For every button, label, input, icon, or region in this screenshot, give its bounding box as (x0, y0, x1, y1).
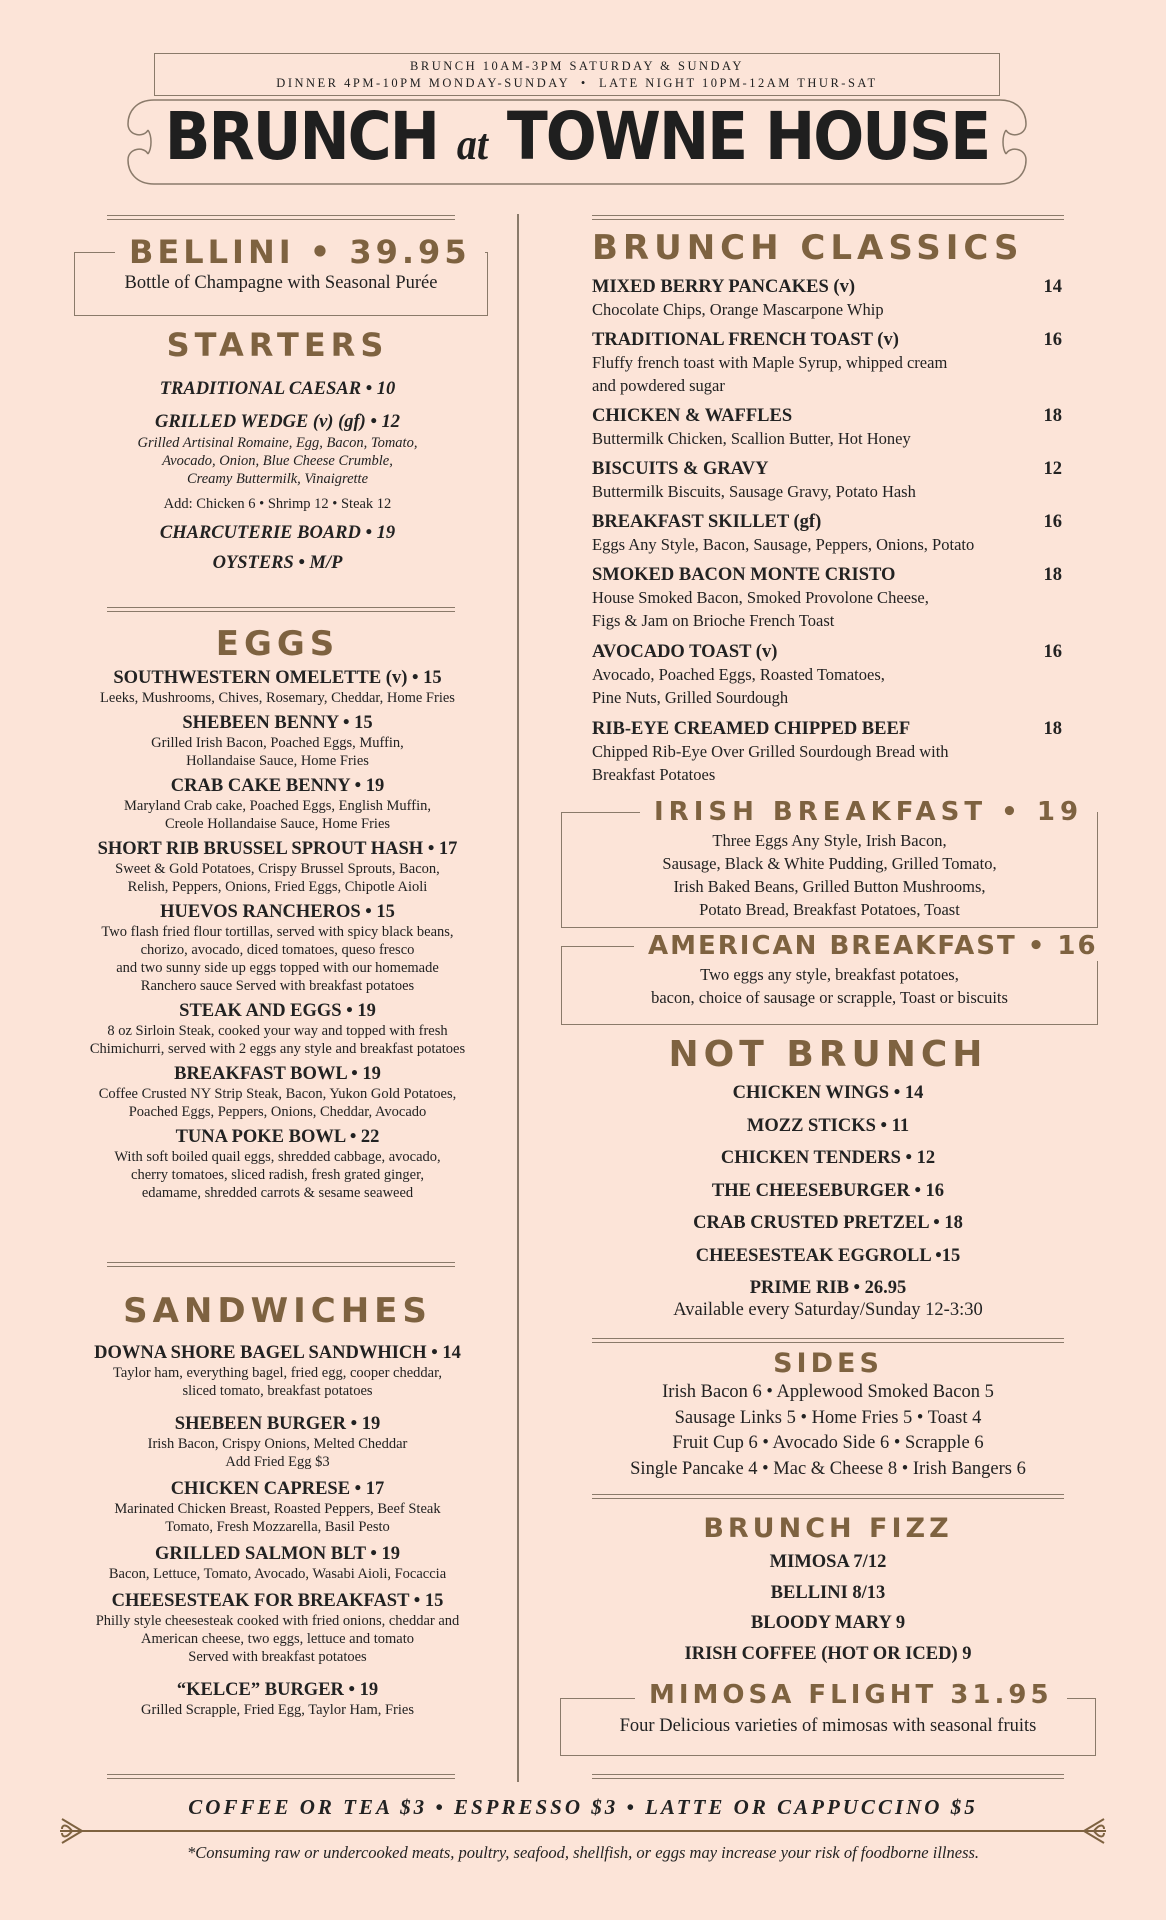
menu-item-desc: chorizo, avocado, diced tomatoes, queso fresco (140, 942, 415, 958)
menu-item-desc: Taylor ham, everything bagel, fried egg, cooper cheddar, (113, 1365, 442, 1381)
title-towne-house: TOWNE HOUSE (506, 98, 990, 176)
american-desc-line: bacon, choice of sausage or scrapple, Toast or biscuits (651, 988, 1008, 1007)
irish-breakfast-title: IRISH BREAKFAST • 19 (640, 797, 1097, 827)
american-breakfast-desc (562, 963, 1097, 1009)
menu-item (592, 329, 1064, 397)
irish-desc-line: Potato Bread, Breakfast Potatoes, Toast (699, 900, 960, 919)
menu-item-name: HUEVOS RANCHEROS • 15 (160, 902, 395, 922)
not-brunch-item: CHICKEN WINGS • 14 (732, 1083, 924, 1103)
menu-item-desc: edamame, shredded carrots & sesame seaweed (141, 1185, 414, 1201)
starter-charcuterie: CHARCUTERIE BOARD • 19 (159, 523, 396, 543)
menu-item-name: “KELCE” BURGER • 19 (176, 1680, 379, 1700)
menu-item-name: SOUTHWESTERN OMELETTE (v) • 15 (113, 668, 442, 688)
menu-item-title-row (592, 458, 1064, 480)
menu-item-desc: House Smoked Bacon, Smoked Provolone Cheese, (592, 588, 929, 607)
irish-breakfast-desc (562, 829, 1097, 921)
menu-item-name: SMOKED BACON MONTE CRISTO (592, 565, 896, 585)
menu-item (50, 901, 505, 995)
menu-item (592, 641, 1064, 709)
menu-item-name: CHICKEN CAPRESE • 17 (170, 1479, 385, 1499)
menu-item-desc: Fluffy french toast with Maple Syrup, whipped cream (592, 353, 948, 372)
sides-line: Irish Bacon 6 • Applewood Smoked Bacon 5 (662, 1382, 994, 1402)
coffee-prices: COFFEE OR TEA $3 • ESPRESSO $3 • LATTE OR CAPPUCCINO $5 (188, 1795, 978, 1819)
sides-line: Fruit Cup 6 • Avocado Side 6 • Scrapple 6 (672, 1433, 984, 1453)
american-desc-line: Two eggs any style, breakfast potatoes, (700, 965, 959, 984)
menu-item-name: CRAB CAKE BENNY • 19 (170, 776, 385, 796)
menu-item-desc: Breakfast Potatoes (592, 765, 716, 784)
starter-addons: Add: Chicken 6 • Shrimp 12 • Steak 12 (163, 496, 392, 512)
menu-item-desc: Tomato, Fresh Mozzarella, Basil Pesto (165, 1519, 390, 1535)
not-brunch-item: CHICKEN TENDERS • 12 (720, 1148, 936, 1168)
menu-item-desc: and two sunny side up eggs topped with our homemade (116, 960, 439, 976)
menu-item (50, 1000, 505, 1058)
fizz-item: IRISH COFFEE (HOT OR ICED) 9 (684, 1643, 972, 1664)
menu-item-desc: Chocolate Chips, Orange Mascarpone Whip (592, 300, 884, 319)
fizz-item: BELLINI 8/13 (770, 1582, 886, 1603)
menu-item-name: RIB-EYE CREAMED CHIPPED BEEF (592, 719, 911, 739)
menu-item (592, 458, 1064, 503)
menu-item-desc: Eggs Any Style, Bacon, Sausage, Peppers, Onions, Potato (592, 535, 975, 554)
menu-item (50, 1413, 505, 1471)
title-at: at (456, 119, 488, 169)
menu-item-name: SHEBEEN BENNY • 15 (182, 713, 373, 733)
irish-desc-line: Irish Baked Beans, Grilled Button Mushrooms, (673, 877, 986, 896)
mimosa-flight-box (560, 1680, 1096, 1756)
starter-wedge: GRILLED WEDGE (v) (gf) • 12 (154, 412, 401, 432)
mimosa-flight-desc: Four Delicious varieties of mimosas with seasonal fruits (619, 1716, 1037, 1736)
wedge-desc: Avocado, Onion, Blue Cheese Crumble, (162, 453, 393, 469)
menu-item-desc: Sweet & Gold Potatoes, Crispy Brussel Sprouts, Bacon, (115, 861, 440, 877)
wedge-desc: Creamy Buttermilk, Vinaigrette (186, 471, 369, 487)
menu-item-name: BISCUITS & GRAVY (592, 459, 769, 479)
starter-caesar: TRADITIONAL CAESAR • 10 (159, 379, 396, 399)
menu-item-desc: Buttermilk Biscuits, Sausage Gravy, Potato Hash (592, 482, 916, 501)
menu-item-name: STEAK AND EGGS • 19 (179, 1001, 376, 1021)
menu-item-title-row (592, 564, 1064, 586)
bellini-title: BELLINI • 39.95 (115, 233, 485, 271)
menu-item-desc: Irish Bacon, Crispy Onions, Melted Cheddar (147, 1436, 408, 1452)
irish-desc-line: Sausage, Black & White Pudding, Grilled Tomato, (662, 854, 997, 873)
footer-rule (78, 1830, 1088, 1832)
title-banner (126, 96, 1028, 188)
divider-line (107, 1774, 455, 1779)
menu-item-price: 12 (1043, 459, 1062, 479)
menu-item-name: DOWNA SHORE BAGEL SANDWHICH • 14 (94, 1343, 461, 1363)
divider-line (592, 215, 1064, 220)
not-brunch-item: THE CHEESEBURGER • 16 (711, 1180, 945, 1201)
sandwiches-list (50, 1342, 505, 1719)
menu-item-desc: Marinated Chicken Breast, Roasted Peppers, Beef Steak (114, 1501, 441, 1517)
bellini-desc: Bottle of Champagne with Seasonal Purée (124, 273, 438, 293)
menu-item (592, 511, 1064, 556)
fizz-item: MIMOSA 7/12 (769, 1552, 887, 1572)
menu-item-name: MIXED BERRY PANCAKES (v) (592, 277, 855, 297)
divider-line (107, 1262, 455, 1267)
menu-item (50, 1342, 505, 1400)
fizz-item: BLOODY MARY 9 (750, 1613, 906, 1633)
starters-heading: STARTERS (166, 326, 389, 364)
menu-item-name: CHEESESTEAK FOR BREAKFAST • 15 (111, 1591, 444, 1611)
menu-item (50, 1063, 505, 1121)
menu-item (592, 276, 1064, 321)
bellini-box (74, 233, 488, 316)
menu-item-desc: Coffee Crusted NY Strip Steak, Bacon, Yukon Gold Potatoes, (98, 1086, 457, 1102)
menu-item-name: GRILLED SALMON BLT • 19 (155, 1544, 400, 1564)
menu-item-desc: Chimichurri, served with 2 eggs any style and breakfast potatoes (89, 1041, 466, 1057)
menu-item-title-row (592, 718, 1064, 740)
hours-line-dinner: DINNER 4PM-10PM MONDAY-SUNDAY • LATE NIGHT 10PM-12AM THUR-SAT (276, 76, 878, 90)
menu-item (592, 405, 1064, 450)
sandwiches-heading: SANDWICHES (123, 1291, 432, 1331)
sides-heading: SIDES (773, 1348, 883, 1379)
menu-item-price: 16 (1043, 330, 1062, 350)
starters-section (50, 377, 505, 575)
menu-item-title-row (592, 405, 1064, 427)
not-brunch-heading: NOT BRUNCH (668, 1034, 988, 1075)
menu-item-name: CHICKEN & WAFFLES (592, 406, 793, 426)
menu-item-desc: Grilled Irish Bacon, Poached Eggs, Muffin, (151, 735, 404, 751)
divider-line (592, 1494, 1064, 1499)
menu-item-name: TRADITIONAL FRENCH TOAST (v) (592, 330, 899, 350)
menu-item-desc: Buttermilk Chicken, Scallion Butter, Hot Honey (592, 429, 911, 448)
menu-item-desc: Poached Eggs, Peppers, Onions, Cheddar, Avocado (128, 1104, 427, 1120)
menu-item-desc: Bacon, Lettuce, Tomato, Avocado, Wasabi Aioli, Focaccia (108, 1566, 447, 1582)
menu-item-price: 18 (1043, 565, 1062, 585)
mimosa-flight-title: MIMOSA FLIGHT 31.95 (635, 1680, 1067, 1710)
menu-item-desc: Maryland Crab cake, Poached Eggs, English Muffin, (124, 798, 431, 814)
menu-item-price: 16 (1043, 512, 1062, 532)
menu-item-desc: Hollandaise Sauce, Home Fries (186, 753, 369, 769)
menu-item (592, 564, 1064, 632)
prime-rib-item: PRIME RIB • 26.95 (749, 1278, 907, 1298)
brunch-classics-heading: BRUNCH CLASSICS (592, 228, 1024, 268)
sides-list (562, 1380, 1094, 1482)
menu-item-desc: Add Fried Egg $3 (225, 1454, 330, 1470)
menu-item-desc: Grilled Scrapple, Fried Egg, Taylor Ham, Fries (141, 1702, 414, 1718)
menu-item-desc: and powdered sugar (592, 376, 725, 395)
menu-item (50, 775, 505, 833)
menu-item-desc: Creole Hollandaise Sauce, Home Fries (164, 816, 391, 832)
menu-item-price: 16 (1043, 642, 1062, 662)
divider-line (107, 607, 455, 612)
american-breakfast-title: AMERICAN BREAKFAST • 16 (634, 931, 1112, 961)
prime-rib-note: Available every Saturday/Sunday 12-3:30 (673, 1300, 983, 1320)
menu-item-desc: Chipped Rib-Eye Over Grilled Sourdough Bread with (592, 742, 949, 761)
menu-item (592, 718, 1064, 786)
menu-item (50, 1543, 505, 1583)
menu-item-desc: Philly style cheesesteak cooked with fried onions, cheddar and (95, 1613, 460, 1629)
menu-item (50, 1126, 505, 1202)
menu-item (50, 1478, 505, 1536)
title-brunch: BRUNCH (164, 98, 438, 176)
menu-item-desc: Pine Nuts, Grilled Sourdough (592, 688, 789, 707)
sides-line: Sausage Links 5 • Home Fries 5 • Toast 4 (674, 1407, 982, 1428)
not-brunch-item: CRAB CRUSTED PRETZEL • 18 (693, 1213, 963, 1233)
menu-item-title-row (592, 276, 1064, 298)
menu-item-title-row (592, 329, 1064, 351)
american-breakfast-box (561, 931, 1098, 1025)
irish-breakfast-box (561, 797, 1098, 928)
menu-item-desc: Avocado, Poached Eggs, Roasted Tomatoes, (592, 665, 885, 684)
menu-item-desc: Figs & Jam on Brioche French Toast (592, 611, 835, 630)
menu-item-price: 18 (1043, 719, 1062, 739)
menu-item-name: AVOCADO TOAST (v) (592, 642, 778, 662)
menu-item-desc: 8 oz Sirloin Steak, cooked your way and topped with fresh (107, 1023, 448, 1039)
eggs-list (50, 667, 505, 1202)
brunch-fizz-heading: BRUNCH FIZZ (703, 1513, 953, 1544)
menu-item-desc: sliced tomato, breakfast potatoes (182, 1383, 373, 1399)
menu-item-desc: With soft boiled quail eggs, shredded cabbage, avocado, (114, 1149, 441, 1165)
menu-item-name: SHORT RIB BRUSSEL SPROUT HASH • 17 (97, 839, 458, 859)
starter-oysters: OYSTERS • M/P (212, 553, 343, 573)
menu-item (50, 838, 505, 896)
not-brunch-item: MOZZ STICKS • 11 (746, 1115, 910, 1136)
menu-item-desc: Served with breakfast potatoes (188, 1649, 367, 1665)
menu-item-price: 18 (1043, 406, 1062, 426)
menu-item (50, 667, 505, 707)
menu-item (50, 712, 505, 770)
menu-item-name: TUNA POKE BOWL • 22 (175, 1127, 380, 1147)
menu-item-desc: Two flash fried flour tortillas, served with spicy black beans, (101, 924, 454, 940)
sides-line: Single Pancake 4 • Mac & Cheese 8 • Irish Bangers 6 (630, 1458, 1026, 1479)
wedge-desc: Grilled Artisinal Romaine, Egg, Bacon, Tomato, (137, 435, 418, 451)
column-divider (517, 214, 519, 1782)
menu-item-name: BREAKFAST BOWL • 19 (174, 1064, 381, 1084)
hours-box (154, 53, 1000, 96)
divider-line (592, 1338, 1064, 1343)
menu-item (50, 1590, 505, 1666)
menu-item-desc: Ranchero sauce Served with breakfast potatoes (140, 978, 415, 994)
menu-item-desc: Leeks, Mushrooms, Chives, Rosemary, Cheddar, Home Fries (100, 690, 455, 706)
menu-item-desc: cherry tomatoes, sliced radish, fresh grated ginger, (131, 1167, 424, 1183)
menu-item-price: 14 (1043, 277, 1062, 297)
eggs-heading: EGGS (215, 624, 340, 664)
menu-item-desc: American cheese, two eggs, lettuce and tomato (141, 1631, 414, 1647)
foodborne-illness-disclaimer: *Consuming raw or undercooked meats, poultry, seafood, shellfish, or eggs may increase your risk of foodborne illness. (186, 1843, 980, 1862)
menu-item-name: SHEBEEN BURGER • 19 (174, 1414, 381, 1434)
page-title (126, 99, 1028, 176)
irish-desc-line: Three Eggs Any Style, Irish Bacon, (712, 831, 947, 850)
hours-line-brunch: BRUNCH 10AM-3PM SATURDAY & SUNDAY (410, 59, 744, 73)
divider-line (592, 1774, 1064, 1779)
menu-item (50, 1679, 505, 1719)
menu-item-name: BREAKFAST SKILLET (gf) (592, 512, 822, 532)
menu-item-desc: Relish, Peppers, Onions, Fried Eggs, Chipotle Aioli (127, 879, 428, 895)
not-brunch-item: CHEESESTEAK EGGROLL •15 (695, 1245, 961, 1266)
menu-item-title-row (592, 511, 1064, 533)
menu-item-title-row (592, 641, 1064, 663)
divider-line (107, 215, 455, 220)
